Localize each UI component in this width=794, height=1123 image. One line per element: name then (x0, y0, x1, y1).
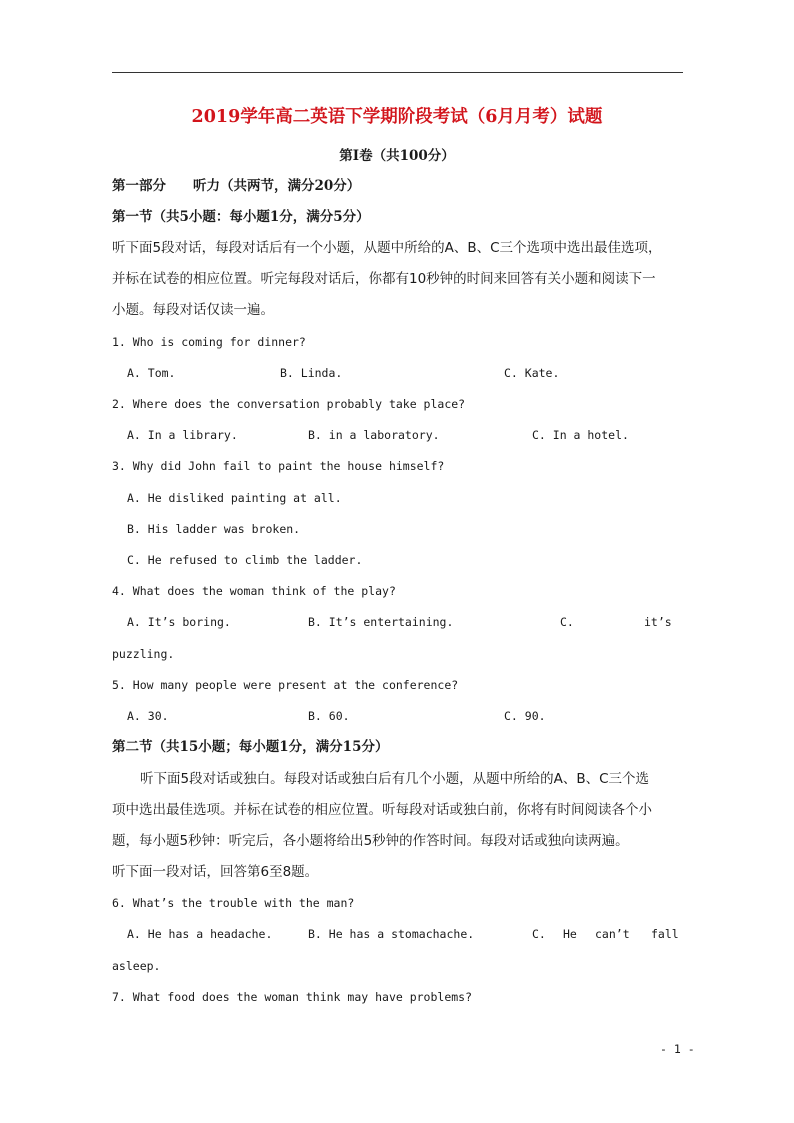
option-c-wrap: asleep. (112, 959, 161, 973)
option-b: B. It’s entertaining. (308, 615, 454, 629)
section1-instruction-line: 并标在试卷的相应位置。听完每段对话后，你都有10秒钟的时间来回答有关小题和阅读下一 (112, 271, 656, 287)
option-b: B. He has a stomachache. (308, 927, 475, 941)
section1-heading: 第一节（共5小题：每小题1分，满分5分） (112, 209, 370, 225)
section1-instruction-line: 听下面5段对话，每段对话后有一个小题，从题中所给的A、B、C三个选项中选出最佳选项， (112, 240, 662, 256)
header-rule (112, 72, 683, 73)
option-c: C. He refused to climb the ladder. (127, 553, 363, 567)
question-stem: 3. Why did John fail to paint the house himself? (112, 459, 445, 473)
option-c: C. Kate. (504, 366, 560, 380)
option-c-word: He (563, 927, 577, 941)
option-c-text: it’s (644, 615, 672, 629)
part1-heading: 第一部分 听力（共两节，满分20分） (112, 178, 361, 194)
option-b: B. His ladder was broken. (127, 522, 301, 536)
option-b: B. Linda. (280, 366, 343, 380)
option-a: A. Tom. (127, 366, 176, 380)
option-a: A. It’s boring. (127, 615, 231, 629)
question-stem: 7. What food does the woman think may have problems? (112, 990, 473, 1004)
option-c: C. 90. (504, 709, 546, 723)
section2-instruction-line: 听下面一段对话，回答第6至8题。 (112, 864, 319, 880)
question-stem: 2. Where does the conversation probably take place? (112, 397, 466, 411)
option-c-word: can’t (595, 927, 630, 941)
option-a: A. In a library. (127, 428, 238, 442)
option-a: A. 30. (127, 709, 169, 723)
section2-instruction-line: 项中选出最佳选项。并标在试卷的相应位置。听每段对话或独白前，你将有时间阅读各个小 (112, 802, 652, 818)
section2-instruction-line: 题，每小题5秒钟：听完后，各小题将给出5秒钟的作答时间。每段对话或独向读两遍。 (112, 833, 629, 849)
volume-heading: 第I卷（共100分） (339, 148, 455, 164)
option-c-wrap: puzzling. (112, 647, 175, 661)
option-b: B. 60. (308, 709, 350, 723)
page-number: - 1 - (660, 1042, 695, 1056)
option-a: A. He has a headache. (127, 927, 273, 941)
page-title: 2019学年高二英语下学期阶段考试（6月月考）试题 (191, 107, 603, 127)
option-b: B. in a laboratory. (308, 428, 440, 442)
section1-instruction-line: 小题。每段对话仅读一遍。 (112, 302, 274, 318)
option-c-word: fall (651, 927, 679, 941)
option-c-label: C. (532, 927, 546, 941)
option-c: C. In a hotel. (532, 428, 629, 442)
option-a: A. He disliked painting at all. (127, 491, 342, 505)
question-stem: 5. How many people were present at the conference? (112, 678, 459, 692)
option-c-label: C. (560, 615, 574, 629)
section2-heading: 第二节（共15小题；每小题1分，满分15分） (112, 739, 389, 755)
question-stem: 1. Who is coming for dinner? (112, 335, 306, 349)
section2-instruction-line: 听下面5段对话或独白。每段对话或独白后有几个小题，从题中所给的A、B、C三个选 (140, 771, 650, 787)
question-stem: 6. What’s the trouble with the man? (112, 896, 355, 910)
question-stem: 4. What does the woman think of the play? (112, 584, 396, 598)
